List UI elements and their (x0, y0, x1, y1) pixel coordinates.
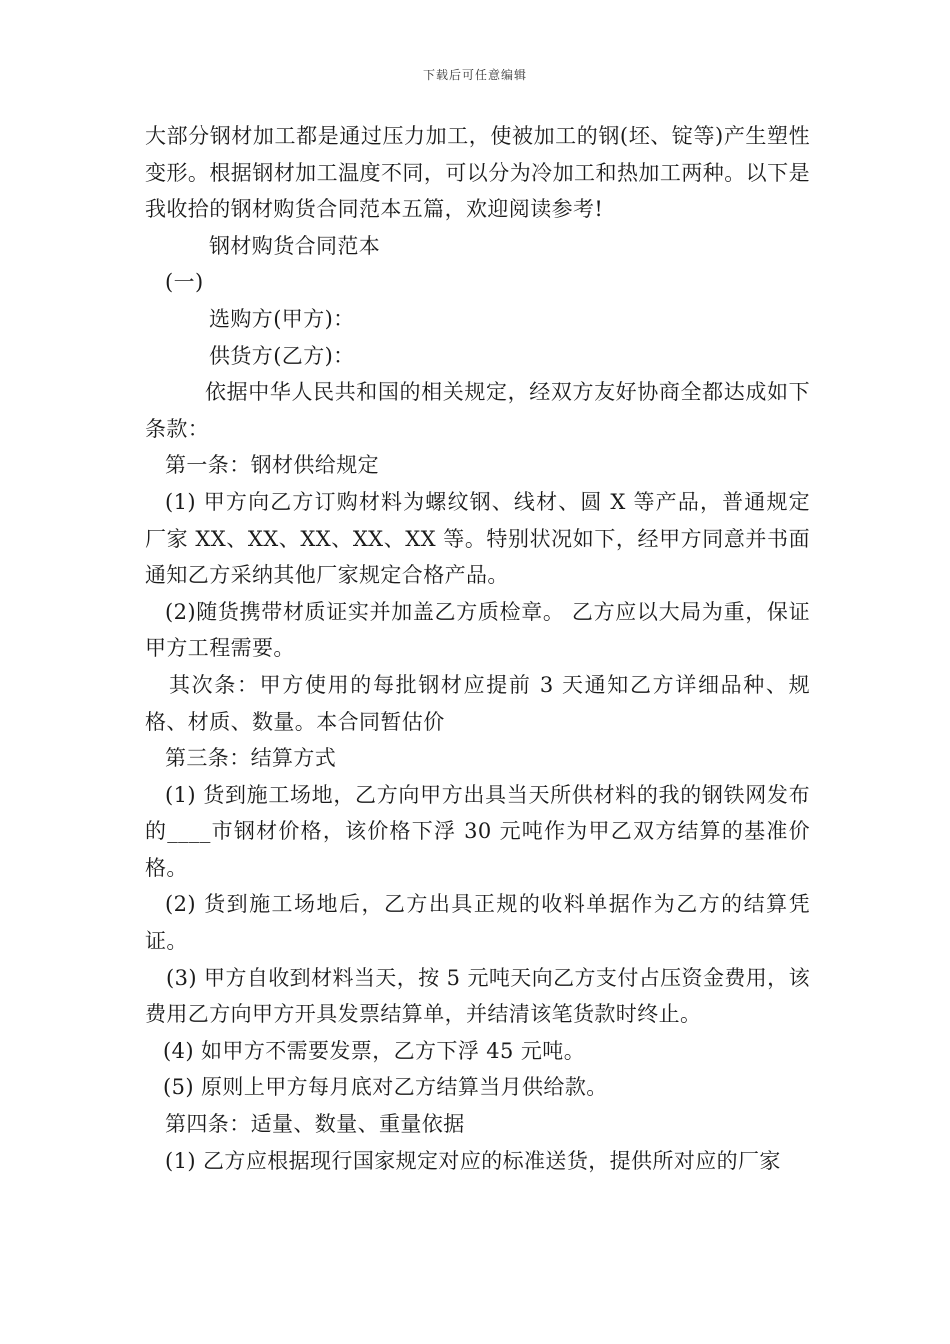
preamble-paragraph: 依据中华人民共和国的相关规定，经双方友好协商全都达成如下条款： (145, 380, 810, 441)
article3-heading: 第三条：结算方式 (165, 746, 337, 771)
article3-item2: (2) 货到施工场地后，乙方出具正规的收料单据作为乙方的结算凭证。 (145, 892, 810, 954)
section-number: (一) (165, 270, 204, 295)
page-header: 下载后可任意编辑 (422, 68, 527, 82)
article3-item4: (4) 如甲方不需要发票，乙方下浮 45 元吨。 (163, 1038, 586, 1063)
article4-item1: (1) 乙方应根据现行国家规定对应的标准送货，提供所对应的厂家 (165, 1148, 781, 1173)
article1-item1: (1) 甲方向乙方订购材料为螺纹钢、线材、圆 X 等产品，普通规定厂家 XX、XX、XX、XX、XX 等。特别状况如下，经甲方同意并书面通知乙方采纳其他厂家规定合格产品。 (145, 489, 810, 588)
article1-item2: (2)随货携带材质证实并加盖乙方质检章。 乙方应以大局为重，保证甲方工程需要。 (145, 599, 810, 661)
article3-item3: (3) 甲方自收到材料当天，按 5 元吨天向乙方支付占压资金费用，该费用乙方向甲方开具发票结算单，并结清该笔货款时终止。 (145, 965, 810, 1027)
document-body (145, 118, 810, 1179)
article4-heading: 第四条：适量、数量、重量依据 (165, 1112, 465, 1137)
article3-item1: (1) 货到施工场地，乙方向甲方出具当天所供材料的我的钢铁网发布的____市钢材价格，该价格下浮 30 元吨作为甲乙双方结算的基准价格。 (145, 782, 810, 880)
document-title: 钢材购货合同范本 (209, 233, 381, 258)
intro-paragraph: 大部分钢材加工都是通过压力加工，使被加工的钢(坯、锭等)产生塑性变形。根据钢材加工温度不同，可以分为冷加工和热加工两种。以下是我收拾的钢材购货合同范本五篇，欢迎阅读参考! (145, 124, 810, 222)
buyer-line: 选购方(甲方)： (209, 306, 355, 331)
supplier-line: 供货方(乙方)： (209, 343, 355, 368)
article3-item5: (5) 原则上甲方每月底对乙方结算当月供给款。 (163, 1075, 608, 1100)
article2-paragraph: 其次条：甲方使用的每批钢材应提前 3 天通知乙方详细品种、规格、材质、数量。本合同暂估价 (145, 672, 810, 734)
article1-heading: 第一条：钢材供给规定 (165, 453, 379, 478)
